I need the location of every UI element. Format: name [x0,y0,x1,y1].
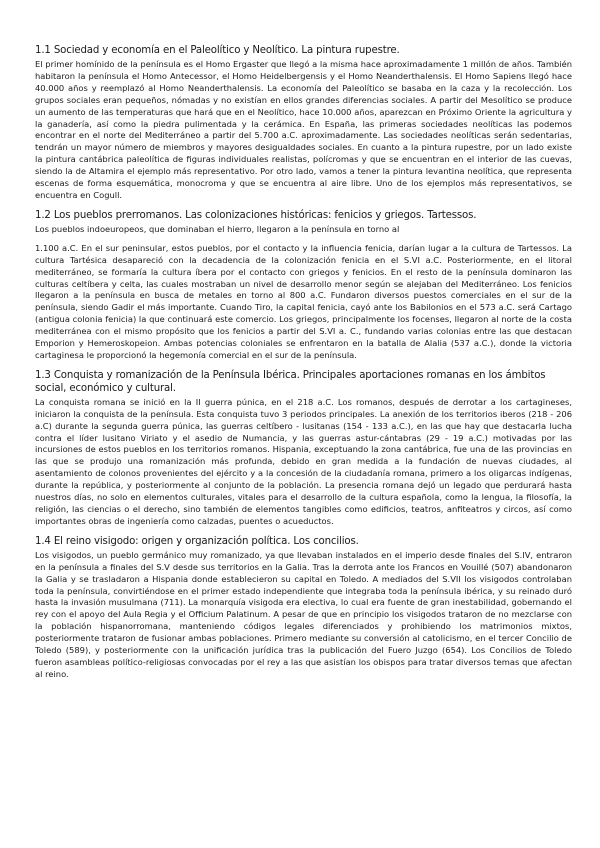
section-body: La conquista romana se inició en la II guerra púnica, en el 218 a.C. Los romanos, después de derrotar a los cartagineses, iniciaron la conquista de la península. Esta conquista tuvo 3 periodos principales. La anexión de los territorios iberos (218 - 206 a.C) durante la segunda guerra púnica, las guerras celtíbero - lusitanas (154 - 133 a.C.), en las que hay que destacarla lucha contra el líder lusitano Viriato y el asedio de Numancia, y las guerras astur-cántabras (29 - 19 a.C.) motivadas por las incursiones de estos pueblos en los territorios romanos. Hispania, exceptuando la zona cantábrica, fue una de las provincias en las que se produjo una romanización más profunda, debido en gran medida a la fundación de nuevas ciudades, al asentamiento de colonos provenientes del ejército y a la concesión de la ciudadanía romana, primero a los oligarcas indígenas, durante la república, y posteriormente al conjunto de la población. La presencia romana dejó un legado que perdurará hasta nuestros días, no solo en elementos culturales, vitales para el desarrollo de la cultura española, como la lengua, la filosofía, la religión, las ciencias o el derecho, sino también de elementos tangibles como edificios, teatros, anfiteatros y circos, así como importantes obras de ingeniería como calzadas, puentes o acueductos. [35,396,572,526]
section-body: Los visigodos, un pueblo germánico muy romanizado, ya que llevaban instalados en el imperio desde finales del S.IV, entraron en la península a finales del S.V desde sus territorios en la Galia. Tras la derrota ante los Francos en Vouillé (507) abandonaron la Galia y se trasladaron a Hispania donde establecieron su capital en Toledo. A mediados del S.VII los visigodos controlaban toda la península, convirtiéndose en el primer estado independiente que integraba toda la península ibérica, y su reinado duró hasta la invasión musulmana (711). La monarquía visigoda era electiva, lo cual era fuente de gran inestabilidad, gobernando el rey con el apoyo del Aula Regia y el Officium Palatinum. A pesar de que en principio los visigodos trataron de no mezclarse con la población hispanorromana, manteniendo códigos legales diferenciados y prohibiendo los matrimonios mixtos, posteriormente trataron de fusionar ambas poblaciones. Primero mediante su conversión al catolicismo, en el tercer Concilio de Toledo (589), y posteriormente con la unificación jurídica tras la publicación del Fuero Juzgo (654). Los Concilios de Toledo fueron asambleas político-religiosas convocadas por el rey a las que asistían los obispos para tratar diversos temas que afectan al reino. [35,549,572,679]
section-heading: 1.3 Conquista y romanización de la Península Ibérica. Principales aportaciones romanas en los ámbitos social, económico y cultural. [35,369,546,394]
section-conquista-romanizacion [35,369,572,528]
section-reino-visigodo [35,535,572,681]
section-heading: 1.2 Los pueblos prerromanos. Las colonizaciones históricas: fenicios y griegos. Tartessos. [35,209,477,221]
document-page [35,44,572,688]
section-heading: 1.4 El reino visigodo: origen y organización política. Los concilios. [35,535,359,547]
section-body: El primer homínido de la península es el Homo Ergaster que llegó a la misma hace aproximadamente 1 millón de años. También habitaron la península el Homo Antecessor, el Homo Heidelbergensis y el Homo Neanderthalensis. El Homo Sapiens llegó hace 40.000 años y reemplazó al Homo Neanderthalensis. La economía del Paleolítico se basaba en la caza y la recolección. Los grupos sociales eran pequeños, nómadas y no existían en ellos grandes diferencias sociales. A partir del Mesolítico se produce un aumento de las temperaturas que hará que en el Neolítico, hace 10.000 años, aparezcan en Próximo Oriente la agricultura y la ganadería, así como la piedra pulimentada y la cerámica. En España, las primeras sociedades neolíticas las podemos encontrar en el norte del Mediterráneo a partir del 5.700 a.C. aproximadamente. Las sociedades neolíticas serán sedentarias, tendrán un mayor número de miembros y mayores desigualdades sociales. En cuanto a la pintura rupestre, por un lado existe la pintura cantábrica paleolítica de figuras individuales realistas, polícromas y que se encuentran en el interior de las cuevas, siendo la de Altamira el ejemplo más representativo. Por otro lado, vamos a tener la pintura levantina neolítica, que representa escenas de forma esquemática, monocroma y que se encuentra al aire libre. Uno de los ejemplos más representativos, se encuentra en Cogull. [35,59,572,200]
section-paleolitico-neolitico [35,44,572,202]
section-heading: 1.1 Sociedad y economía en el Paleolítico y Neolítico. La pintura rupestre. [35,45,400,56]
section-lead-line: Los pueblos indoeuropeos, que dominaban el hierro, llegaron a la península en torno al [35,223,400,234]
section-body: 1.100 a.C. En el sur peninsular, estos pueblos, por el contacto y la influencia fenicia, darían lugar a la cultura de Tartessos. La cultura Tartésica desapareció con la decadencia de la colonización fenicia en el S.VI a.C. Posteriormente, en el litoral mediterráneo, se formaría la cultura íbera por el contacto con griegos y fenicios. En el resto de la península dominaron las culturas celtíbera y celta, las cuales mostraban un nivel de desarrollo menor según se alejaban del Mediterráneo. Los fenicios llegaron a la península en busca de metales en torno al 800 a.C. Fundaron diversos puestos comerciales en el sur de la península, siendo Gadir el más importante. Cuando Tiro, la capital fenicia, cayó ante los Babilonios en el 573 a.C. será Cartago (antigua colonia fenicia) la que continuará este comercio. Los griegos, principalmente los focenses, llegaron al norte de la costa mediterránea con el mismo propósito que los fenicios a partir del S.VI a. C., fundando varias colonias entre las que destacan Emporion y Hemeroskopeion. Ambas potencias coloniales se enfrentaron en la batalla de Alalia (537 a.C.), donde la victoria cartaginesa le proporcionó la hegemonía comercial en el sur de la península. [35,242,572,360]
section-pueblos-prerromanos [35,209,572,362]
